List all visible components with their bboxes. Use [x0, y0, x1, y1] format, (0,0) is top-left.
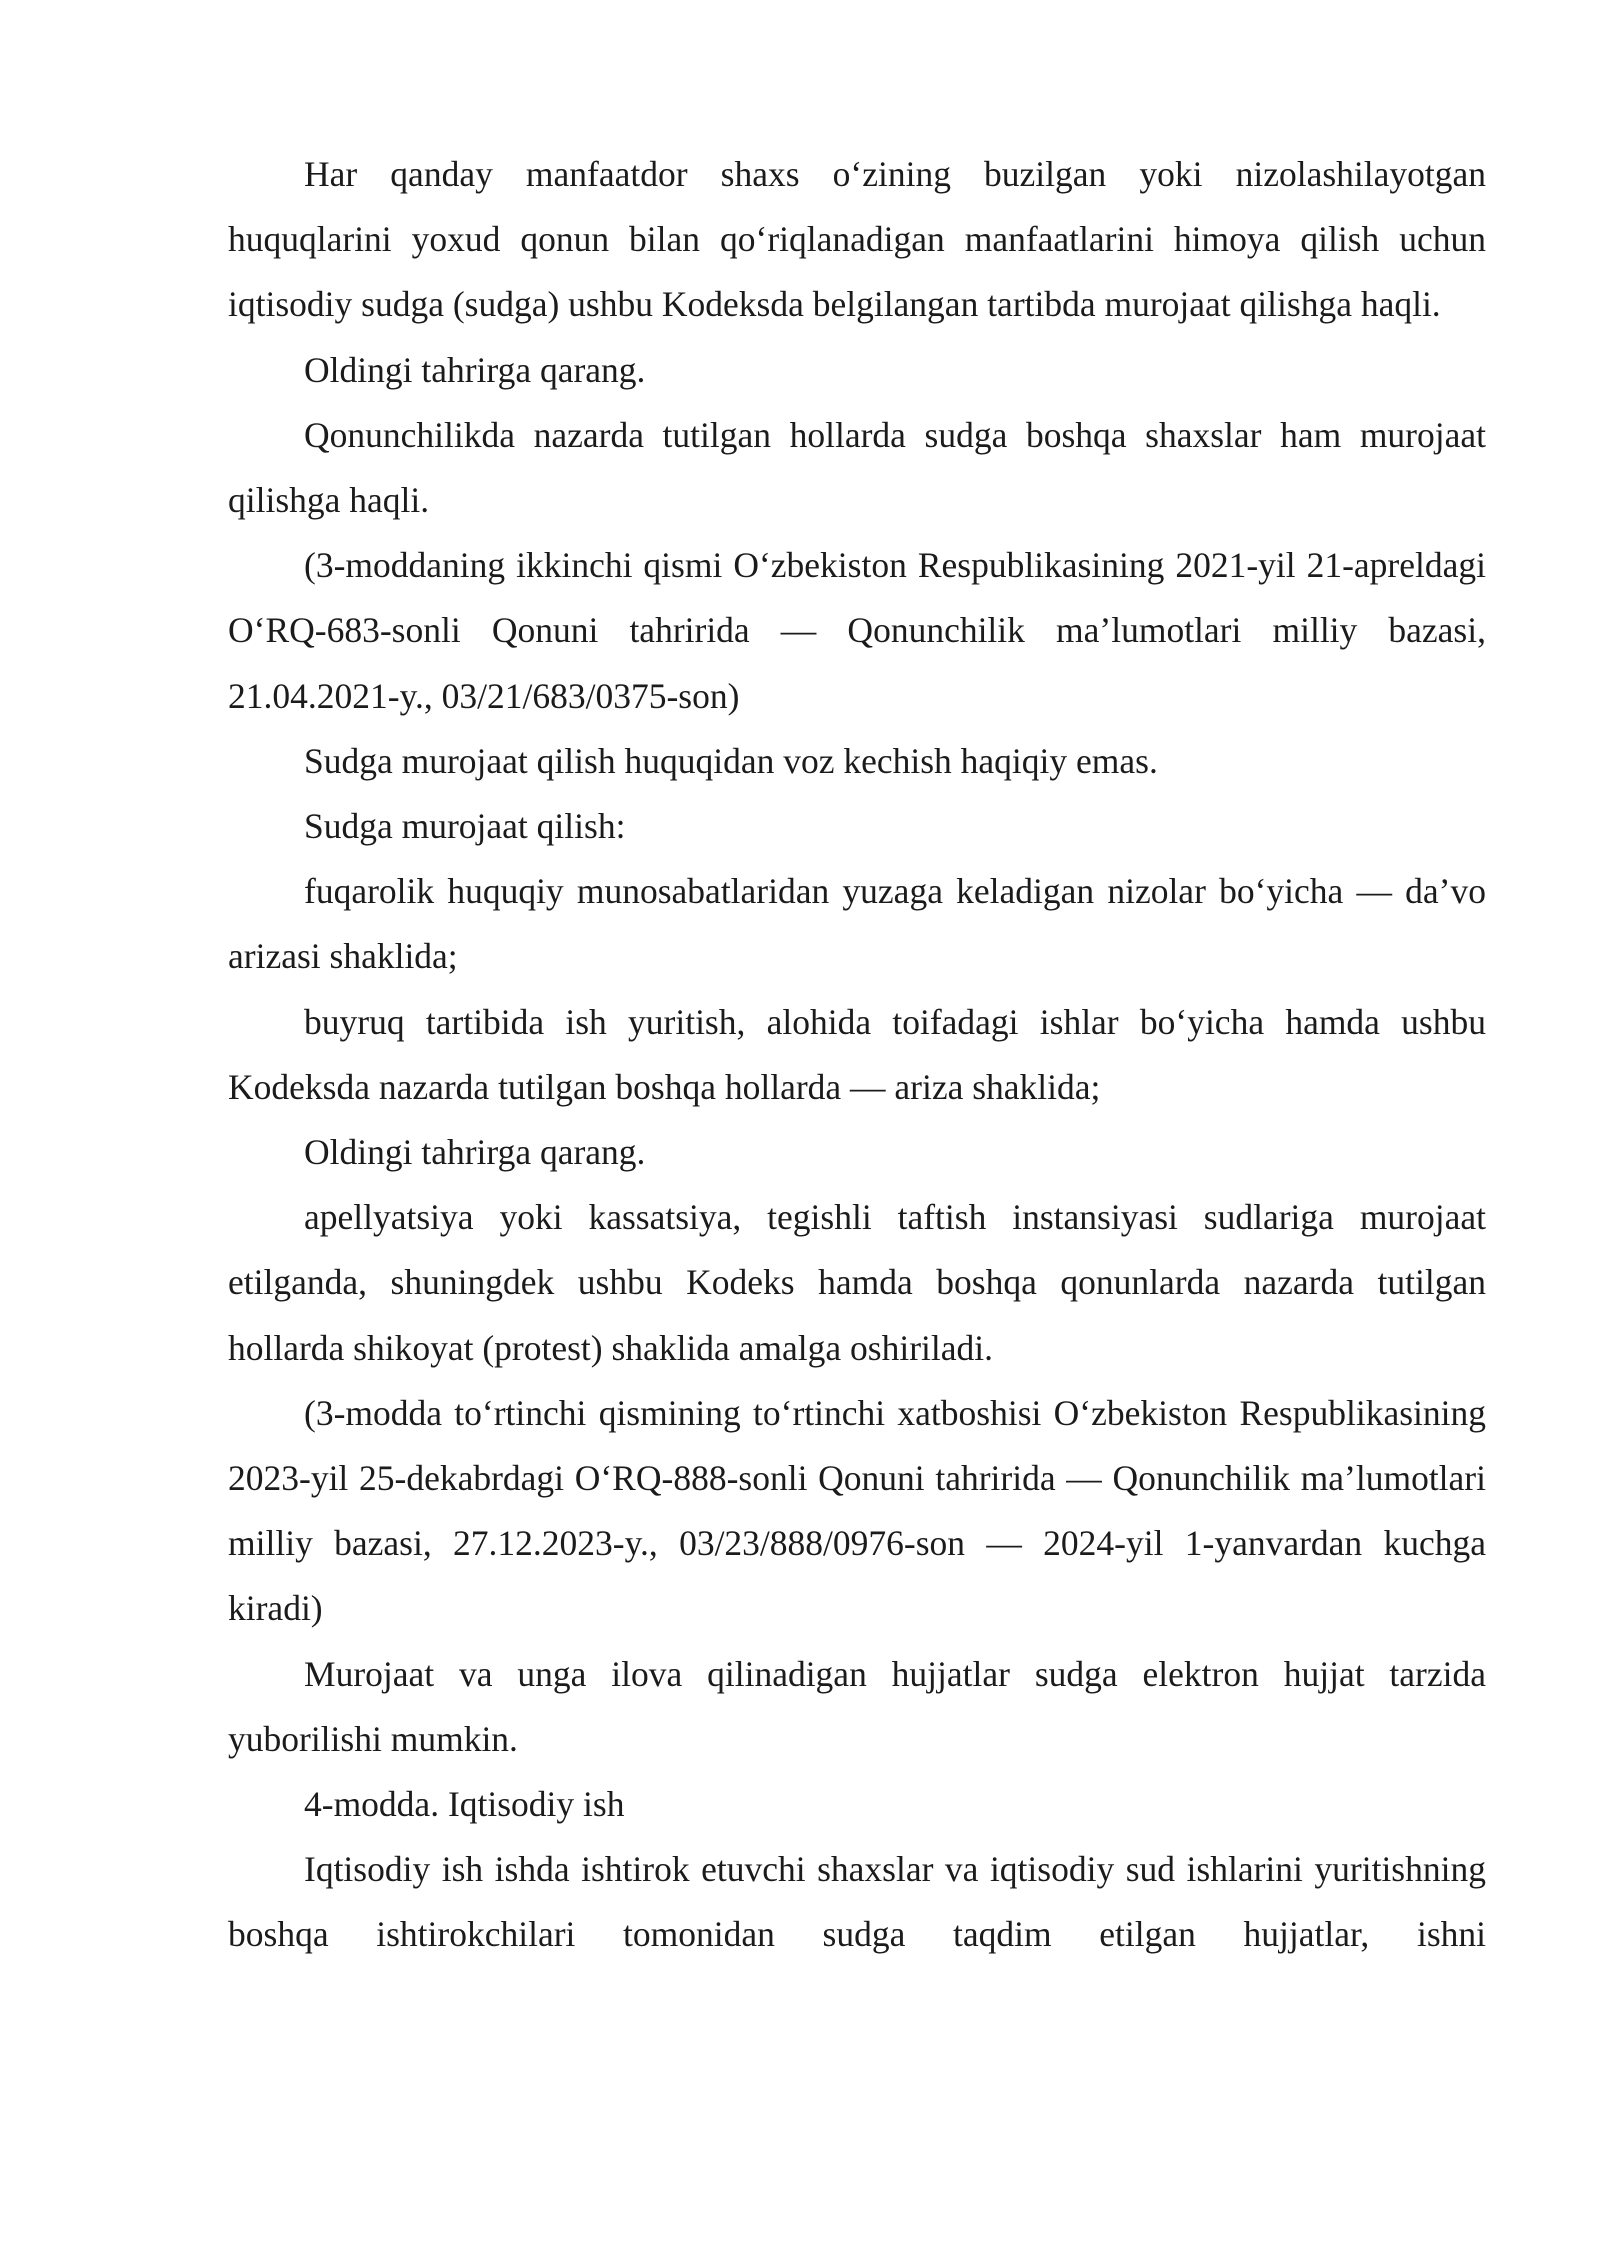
paragraph-amendment-note-2023: (3-modda to‘rtinchi qismining to‘rtinchi xatboshisi O‘zbekiston Respublikasining 2023-yil 25-dekabrdagi O‘RQ-888-sonli Qonuni tahririda — Qonunchilik ma’lumotlari milliy bazasi, 27.12.2023-y., 03/23/888/0976-son — 2024-yil 1-yanvardan kuchga kiradi)	[228, 1392, 1486, 1629]
paragraph-amendment-note-2021: (3-moddaning ikkinchi qismi O‘zbekiston Respublikasining 2021-yil 21-apreldagi O‘RQ-683-sonli Qonuni tahririda — Qonunchilik ma’lumotlari milliy bazasi, 21.04.2021-y., 03/21/683/0375-son)	[228, 545, 1486, 716]
paragraph-complaint-form: apellyatsiya yoki kassatsiya, tegishli taftish instansiyasi sudlariga murojaat etilganda, shuningdek ushbu Kodeks hamda boshqa qonunlarda nazarda tutilgan hollarda shikoyat (protest) shaklida amalga oshiriladi.	[228, 1197, 1486, 1368]
paragraph-right-to-apply: Har qanday manfaatdor shaxs o‘zining buzilgan yoki nizolashilayotgan huquqlarini yoxud qonun bilan qo‘riqlanadigan manfaatlarini himoya qilish uchun iqtisodiy sudga (sudga) ushbu Kodeksda belgilangan tartibda murojaat qilishga haqli.	[228, 154, 1486, 325]
paragraph-economic-case: Iqtisodiy ish ishda ishtirok etuvchi shaxslar va iqtisodiy sud ishlarini yuritishning boshqa ishtirokchilari tomonidan sudga taqdim etilgan hujjatlar, ishni	[228, 1849, 1486, 1955]
article-heading: 4-modda. Iqtisodiy ish	[304, 1784, 625, 1825]
paragraph-application-form: buyruq tartibida ish yuritish, alohida toifadagi ishlar bo‘yicha hamda ushbu Kodeksda nazarda tutilgan boshqa hollarda — ariza shaklida;	[228, 1001, 1486, 1107]
paragraph-other-persons: Qonunchilikda nazarda tutilgan hollarda sudga boshqa shaxslar ham murojaat qilishga haqli.	[228, 414, 1486, 521]
paragraph-claim-form: fuqarolik huquqiy munosabatlaridan yuzaga keladigan nizolar bo‘yicha — da’vo arizasi shaklida;	[228, 871, 1486, 977]
paragraph-waiver-invalid: Sudga murojaat qilish huquqidan voz kechish haqiqiy emas.	[304, 740, 1158, 781]
paragraph-previous-edition-link: Oldingi tahrirga qarang.	[304, 1132, 646, 1173]
paragraph-electronic-submission: Murojaat va unga ilova qilinadigan hujjatlar sudga elektron hujjat tarzida yuborilishi mumkin.	[228, 1653, 1486, 1759]
paragraph-previous-edition-link: Oldingi tahrirga qarang.	[304, 349, 646, 390]
paragraph-forms-intro: Sudga murojaat qilish:	[304, 806, 626, 847]
document-body	[228, 142, 1486, 1968]
